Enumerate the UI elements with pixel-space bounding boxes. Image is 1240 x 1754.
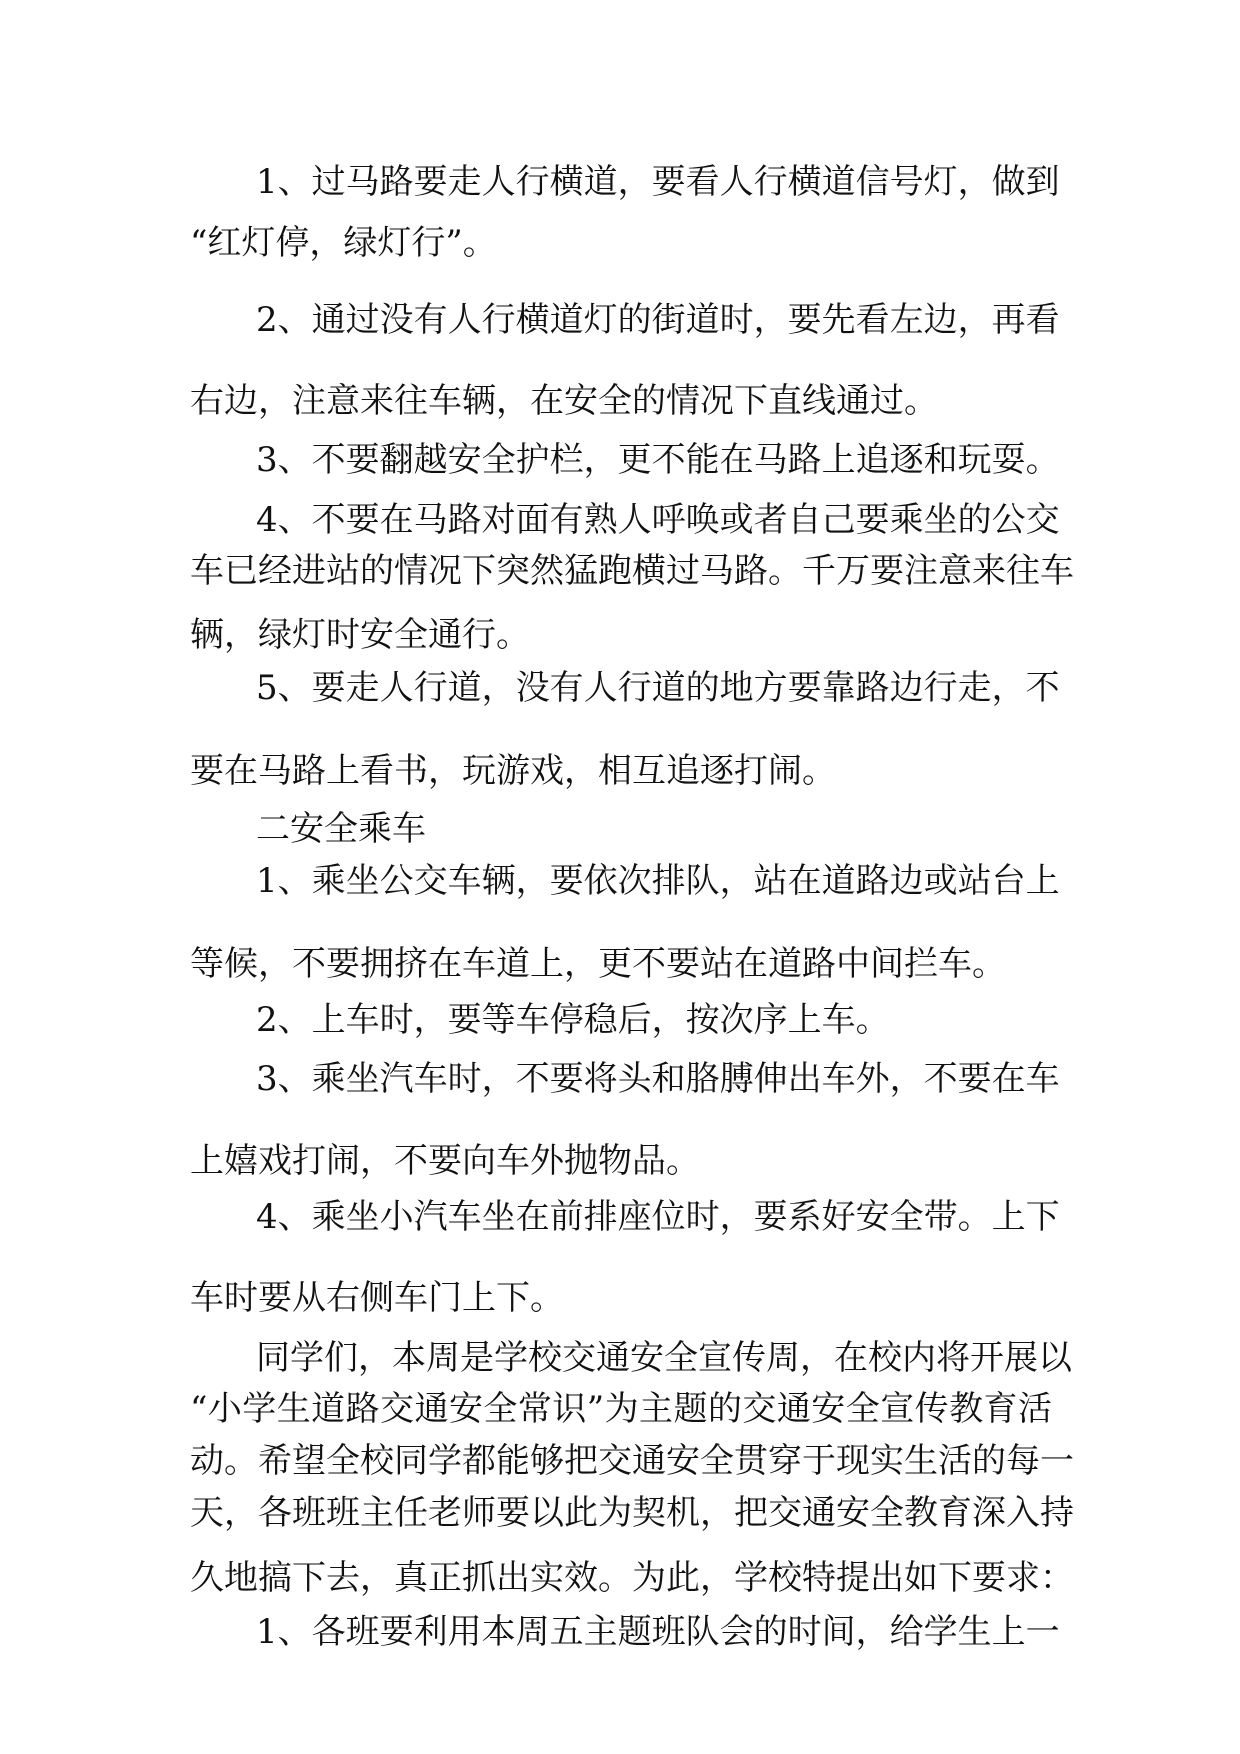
- paragraph-line: 3、乘坐汽车时，不要将头和胳膊伸出车外，不要在车: [256, 1059, 1060, 1099]
- paragraph-line: 4、乘坐小汽车坐在前排座位时，要系好安全带。上下: [256, 1197, 1060, 1237]
- paragraph-line: 上嬉戏打闹，不要向车外抛物品。: [190, 1141, 700, 1181]
- paragraph-line: 久地搞下去，真正抓出实效。为此，学校特提出如下要求：: [190, 1558, 1074, 1598]
- paragraph-line: 3、不要翻越安全护栏，更不能在马路上追逐和玩耍。: [256, 440, 1060, 480]
- paragraph-line: 车时要从右侧车门上下。: [190, 1278, 564, 1318]
- paragraph-line: 2、上车时，要等车停稳后，按次序上车。: [256, 1000, 890, 1040]
- paragraph-line: 等候，不要拥挤在车道上，更不要站在道路中间拦车。: [190, 944, 1006, 984]
- paragraph-line: 1、乘坐公交车辆，要依次排队，站在道路边或站台上: [256, 861, 1060, 901]
- paragraph-line: 天，各班班主任老师要以此为契机，把交通安全教育深入持: [190, 1493, 1074, 1533]
- paragraph-line: 右边，注意来往车辆，在安全的情况下直线通过。: [190, 381, 938, 421]
- paragraph-line: 5、要走人行道，没有人行道的地方要靠路边行走，不: [256, 668, 1060, 708]
- paragraph-line: 同学们，本周是学校交通安全宣传周，在校内将开展以: [256, 1338, 1072, 1378]
- paragraph-line: “小学生道路交通安全常识”为主题的交通安全宣传教育活: [190, 1389, 1052, 1429]
- paragraph-line: 辆，绿灯时安全通行。: [190, 615, 530, 655]
- paragraph-line: 2、通过没有人行横道灯的街道时，要先看左边，再看: [256, 300, 1060, 340]
- paragraph-line: 4、不要在马路对面有熟人呼唤或者自己要乘坐的公交: [256, 500, 1060, 540]
- paragraph-line: 要在马路上看书，玩游戏，相互追逐打闹。: [190, 751, 836, 791]
- paragraph-line: “红灯停，绿灯行”。: [190, 223, 497, 263]
- paragraph-line: 1、过马路要走人行横道，要看人行横道信号灯，做到: [256, 162, 1060, 202]
- section-heading: 二安全乘车: [256, 809, 426, 849]
- paragraph-line: 车已经进站的情况下突然猛跑横过马路。千万要注意来往车: [190, 551, 1074, 591]
- paragraph-line: 1、各班要利用本周五主题班队会的时间，给学生上一: [256, 1612, 1060, 1652]
- paragraph-line: 动。希望全校同学都能够把交通安全贯穿于现实生活的每一: [190, 1441, 1074, 1481]
